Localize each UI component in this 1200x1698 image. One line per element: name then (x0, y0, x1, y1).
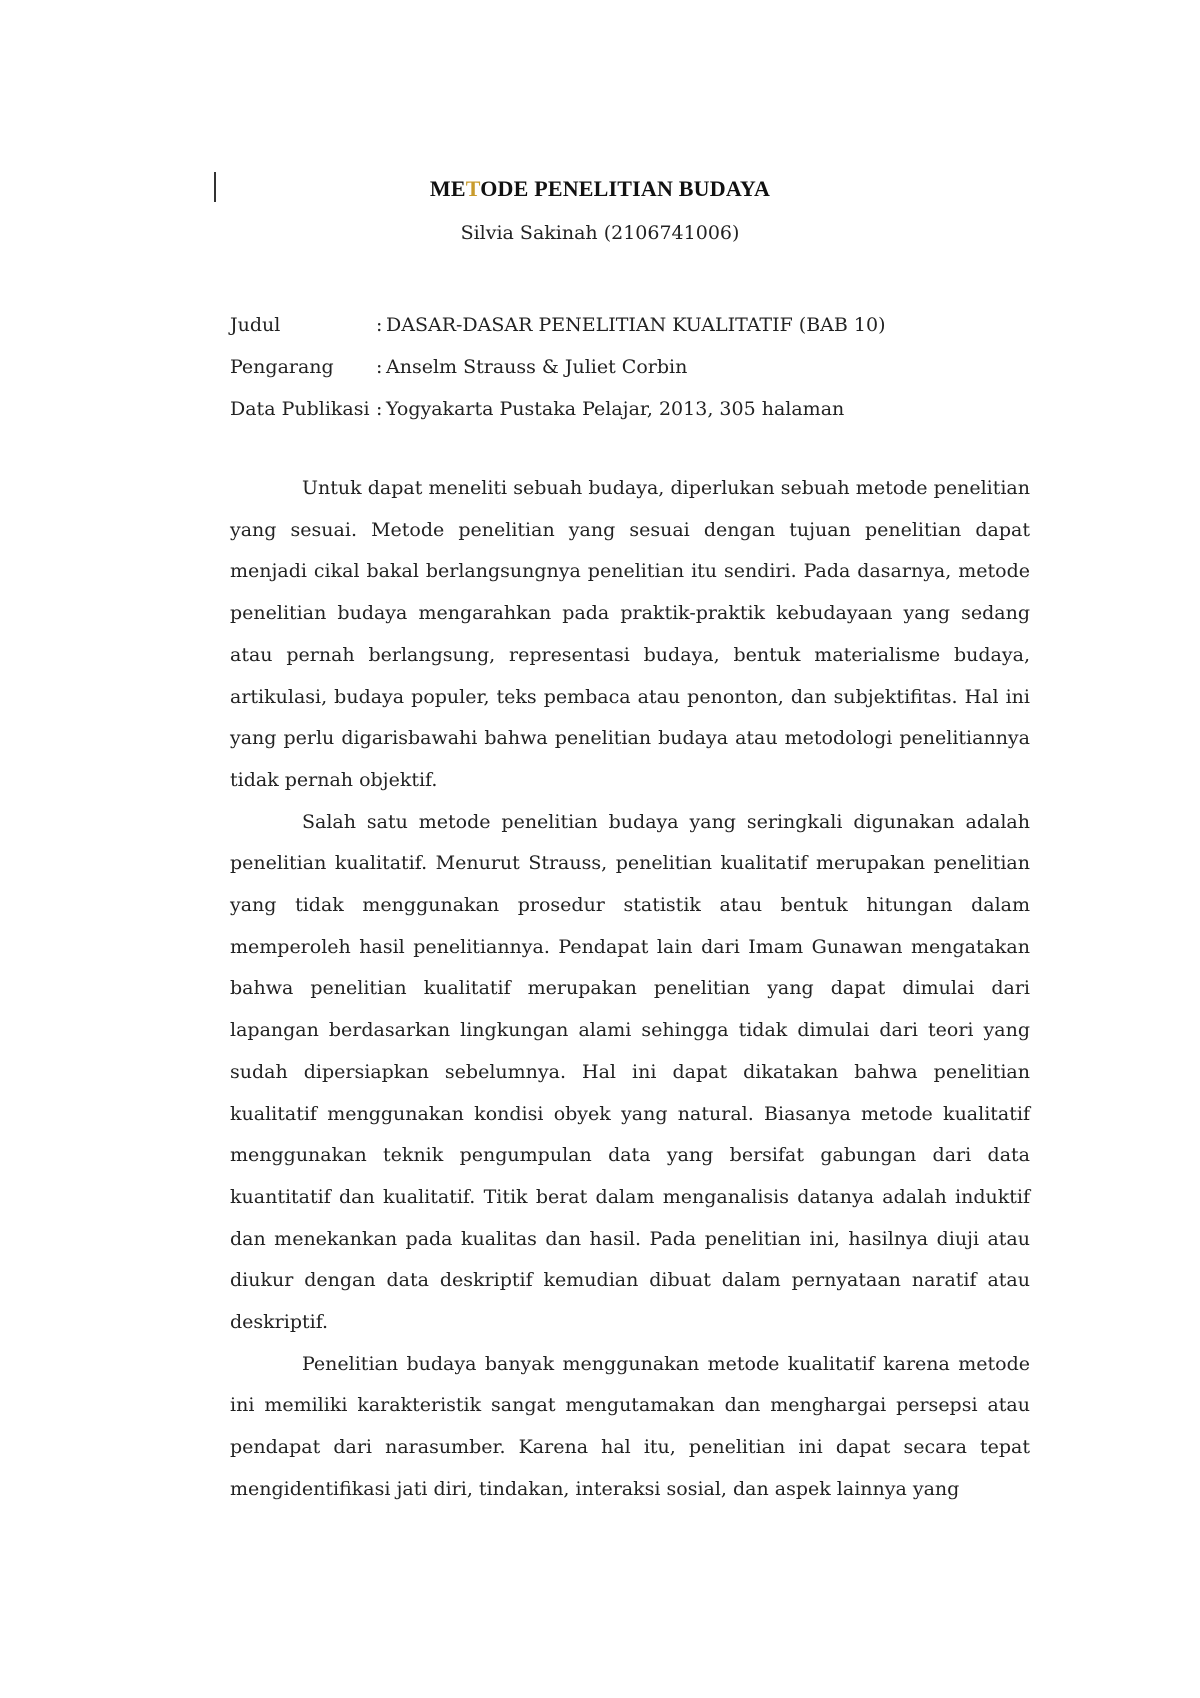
meta-row-judul (230, 304, 885, 346)
title-part-2: ODE PENELITIAN BUDAYA (480, 176, 771, 201)
title-part-1: ME (429, 176, 466, 201)
meta-value: Yogyakarta Pustaka Pelajar, 2013, 305 halaman (386, 398, 845, 420)
document-title (0, 176, 1200, 202)
meta-row-publikasi (230, 388, 885, 430)
paragraph-2: Salah satu metode penelitian budaya yang seringkali digunakan adalah penelitian kualitatif. Menurut Strauss, penelitian kualitatif merupakan penelitian yang tidak menggunakan prosedur statistik atau bentuk hitungan dalam memperoleh hasil penelitiannya. Pendapat lain dari Imam Gunawan mengatakan bahwa penelitian kualitatif merupakan penelitian yang dapat dimulai dari lapangan berdasarkan lingkungan alami sehingga tidak dimulai dari teori yang sudah dipersiapkan sebelumnya. Hal ini dapat dikatakan bahwa penelitian kualitatif menggunakan kondisi obyek yang natural. Biasanya metode kualitatif menggunakan teknik pengumpulan data yang bersifat gabungan dari data kuantitatif dan kualitatif. Titik berat dalam menganalisis datanya adalah induktif dan menekankan pada kualitas dan hasil. Pada penelitian ini, hasilnya diuji atau diukur dengan data deskriptif kemudian dibuat dalam pernyataan naratif atau deskriptif. (230, 810, 1030, 1334)
meta-label: Pengarang (230, 356, 334, 378)
metadata-block (230, 304, 885, 430)
body-text (230, 468, 1030, 1511)
meta-value: DASAR-DASAR PENELITIAN KUALITATIF (BAB 10) (386, 314, 886, 336)
meta-label: Data Publikasi (230, 398, 370, 420)
meta-row-pengarang (230, 346, 885, 388)
paragraph-3: Penelitian budaya banyak menggunakan metode kualitatif karena metode ini memiliki karakteristik sangat mengutamakan dan menghargai persepsi atau pendapat dari narasumber. Karena hal itu, penelitian ini dapat secara tepat mengidentifikasi jati diri, tindakan, interaksi sosial, dan aspek lainnya yang (230, 1352, 1030, 1500)
paragraph-1: Untuk dapat meneliti sebuah budaya, diperlukan sebuah metode penelitian yang sesuai. Metode penelitian yang sesuai dengan tujuan penelitian dapat menjadi cikal bakal berlangsungnya penelitian itu sendiri. Pada dasarnya, metode penelitian budaya mengarahkan pada praktik-praktik kebudayaan yang sedang atau pernah berlangsung, representasi budaya, bentuk materialisme budaya, artikulasi, budaya populer, teks pembaca atau penonton, dan subjektifitas. Hal ini yang perlu digarisbawahi bahwa penelitian budaya atau metodologi penelitiannya tidak pernah objektif. (230, 477, 1030, 791)
title-highlight-mark: T (465, 176, 481, 201)
meta-separator: : (376, 356, 383, 378)
author-line: Silvia Sakinah (2106741006) (460, 222, 740, 244)
meta-value: Anselm Strauss & Juliet Corbin (386, 356, 688, 378)
meta-separator: : (376, 314, 383, 336)
meta-separator: : (376, 398, 383, 420)
meta-label: Judul (230, 314, 281, 336)
